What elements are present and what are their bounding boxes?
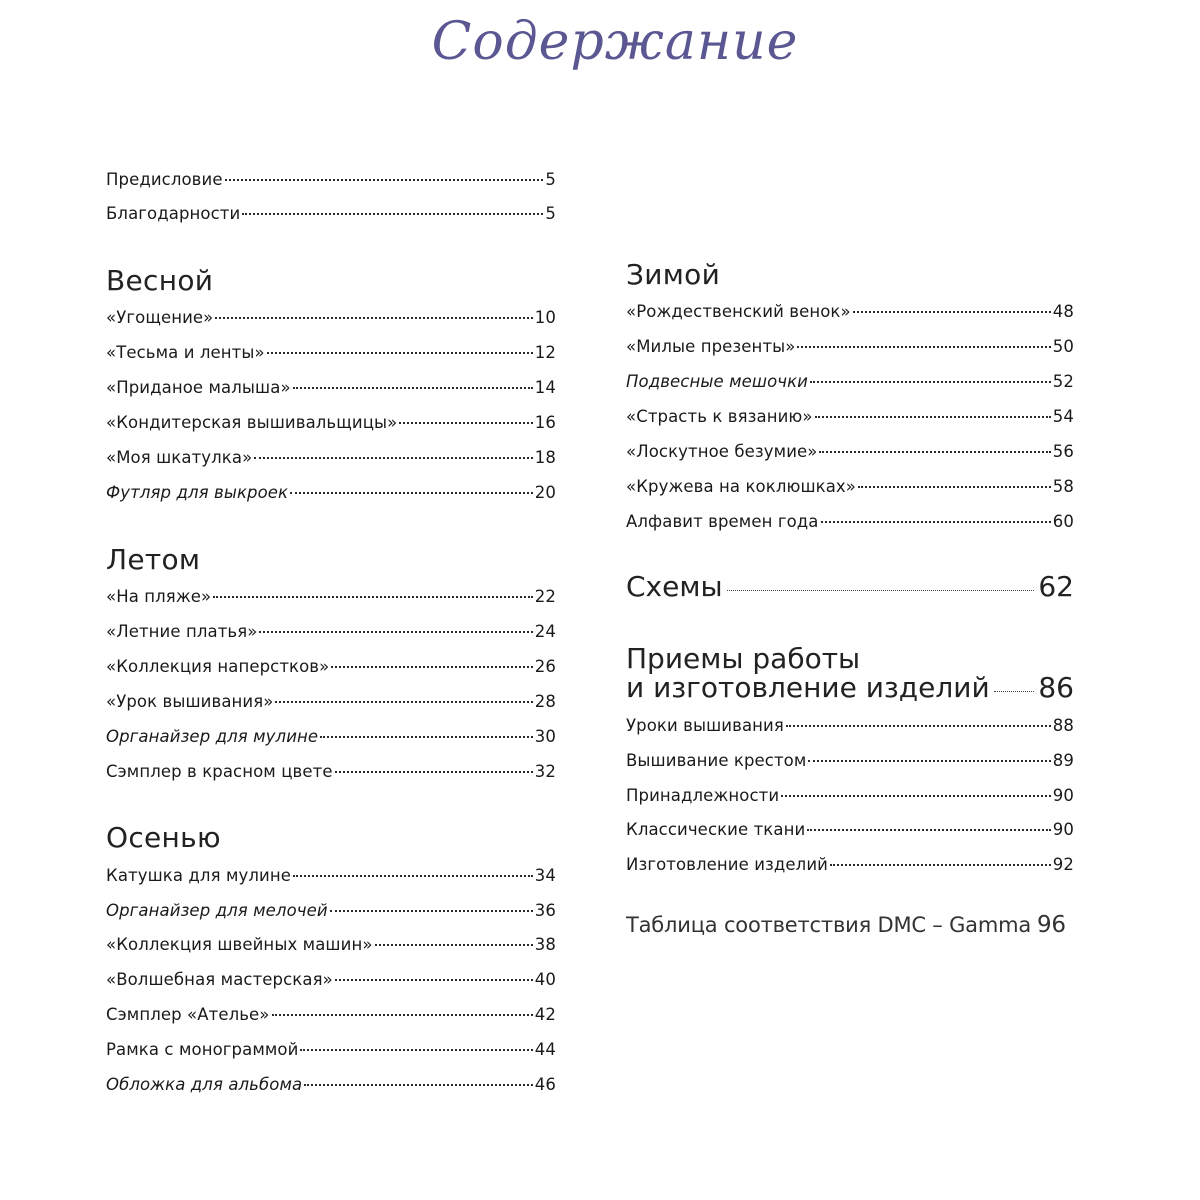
toc-entry-techniques[interactable] xyxy=(626,671,1074,704)
toc-entry-page: 88 xyxy=(1052,716,1074,735)
toc-entry-page: 20 xyxy=(534,483,556,502)
toc-entry[interactable] xyxy=(106,935,556,959)
toc-entry[interactable] xyxy=(626,442,1074,466)
toc-entry-label: Классические ткани xyxy=(626,820,806,839)
toc-entry-page: 16 xyxy=(534,413,556,432)
dot-leader xyxy=(267,352,533,354)
toc-entry-label: Подвесные мешочки xyxy=(626,372,808,391)
dot-leader xyxy=(781,795,1051,797)
toc-section-label: и изготовление изделий xyxy=(626,671,990,704)
toc-entry[interactable] xyxy=(106,1075,556,1099)
dot-leader xyxy=(819,451,1050,453)
toc-entry-page: 56 xyxy=(1052,442,1074,461)
toc-entry[interactable] xyxy=(106,727,556,751)
toc-entry-label: «На пляже» xyxy=(106,587,212,606)
dot-leader xyxy=(275,701,532,703)
toc-entry[interactable] xyxy=(626,855,1074,879)
section-heading-winter: Зимой xyxy=(626,258,721,291)
toc-entry[interactable] xyxy=(626,372,1074,396)
toc-entry-label: Изготовление изделий xyxy=(626,855,828,874)
toc-entry-label: «Приданое малыша» xyxy=(106,378,291,397)
toc-entry[interactable] xyxy=(626,477,1074,501)
toc-entry[interactable] xyxy=(106,866,556,890)
dot-leader xyxy=(300,1049,532,1051)
toc-entry-label: «Тесьма и ленты» xyxy=(106,343,265,362)
toc-entry-label: «Волшебная мастерская» xyxy=(106,970,333,989)
dot-leader xyxy=(335,771,533,773)
toc-entry-page: 40 xyxy=(534,970,556,989)
dot-leader xyxy=(727,590,1035,591)
toc-entry-label: Сэмплер в красном цвете xyxy=(106,762,333,781)
toc-entry-page: 92 xyxy=(1052,855,1074,874)
toc-entry-page: 26 xyxy=(534,657,556,676)
toc-entry-acknowledgements[interactable] xyxy=(106,204,556,228)
toc-entry-schemes[interactable] xyxy=(626,570,1074,603)
toc-section-page: 86 xyxy=(1038,671,1074,704)
toc-entry-label: «Коллекция наперстков» xyxy=(106,657,330,676)
toc-entry-page: 58 xyxy=(1052,477,1074,496)
toc-section-label: Схемы xyxy=(626,570,723,603)
toc-entry[interactable] xyxy=(106,413,556,437)
toc-entry-dmc-gamma-table[interactable] xyxy=(626,912,1064,938)
toc-section-page: 96 xyxy=(1037,912,1066,938)
toc-entry-page: 48 xyxy=(1052,302,1074,321)
toc-entry-page: 54 xyxy=(1052,407,1074,426)
toc-entry[interactable] xyxy=(106,308,556,332)
dot-leader xyxy=(254,457,533,459)
page-title: Содержание xyxy=(431,12,799,72)
dot-leader xyxy=(815,416,1051,418)
toc-entry-label: «Милые презенты» xyxy=(626,337,796,356)
toc-entry-page: 5 xyxy=(545,204,556,223)
toc-entry-label: Обложка для альбома xyxy=(106,1075,303,1094)
dot-leader xyxy=(259,631,532,633)
toc-entry-label: «Моя шкатулка» xyxy=(106,448,253,467)
toc-entry-page: 5 xyxy=(545,170,556,189)
dot-leader xyxy=(215,317,532,319)
dot-leader xyxy=(830,864,1051,866)
toc-entry[interactable] xyxy=(626,751,1074,775)
toc-entry-label: Алфавит времен года xyxy=(626,512,819,531)
dot-leader xyxy=(293,875,533,877)
toc-entry[interactable] xyxy=(106,970,556,994)
section-heading-summer: Летом xyxy=(106,543,201,576)
toc-entry-page: 14 xyxy=(534,378,556,397)
toc-entry[interactable] xyxy=(626,302,1074,326)
dot-leader xyxy=(272,1014,533,1016)
toc-entry-label: Органайзер для мелочей xyxy=(106,901,328,920)
toc-entry-page: 50 xyxy=(1052,337,1074,356)
toc-entry-label: Предисловие xyxy=(106,170,223,189)
dot-leader xyxy=(290,492,533,494)
toc-entry-label: Принадлежности xyxy=(626,786,780,805)
toc-entry-page: 34 xyxy=(534,866,556,885)
toc-entry[interactable] xyxy=(106,901,556,925)
toc-entry[interactable] xyxy=(106,1040,556,1064)
dot-leader xyxy=(330,910,533,912)
toc-entry[interactable] xyxy=(106,448,556,472)
toc-entry-page: 89 xyxy=(1052,751,1074,770)
dot-leader xyxy=(810,381,1051,383)
toc-entry-page: 36 xyxy=(534,901,556,920)
toc-entry-page: 44 xyxy=(534,1040,556,1059)
dot-leader xyxy=(853,311,1051,313)
toc-entry-label: «Рождественский венок» xyxy=(626,302,851,321)
toc-entry-page: 18 xyxy=(534,448,556,467)
toc-section-label: Таблица соответствия DMC – Gamma xyxy=(626,913,1031,937)
toc-entry-label: «Урок вышивания» xyxy=(106,692,274,711)
toc-entry-label: Уроки вышивания xyxy=(626,716,784,735)
toc-entry-page: 10 xyxy=(534,308,556,327)
toc-entry[interactable] xyxy=(106,657,556,681)
toc-entry-page: 46 xyxy=(534,1075,556,1094)
dot-leader xyxy=(807,829,1051,831)
toc-entry[interactable] xyxy=(626,337,1074,361)
toc-entry-page: 38 xyxy=(534,935,556,954)
dot-leader xyxy=(242,213,543,215)
toc-entry[interactable] xyxy=(106,692,556,716)
toc-entry-label: «Угощение» xyxy=(106,308,214,327)
toc-entry-label: Благодарности xyxy=(106,204,241,223)
toc-entry[interactable] xyxy=(106,378,556,402)
toc-entry[interactable] xyxy=(106,762,556,786)
toc-entry[interactable] xyxy=(626,407,1074,431)
dot-leader xyxy=(858,486,1051,488)
dot-leader xyxy=(293,387,533,389)
toc-entry-label: Рамка с монограммой xyxy=(106,1040,299,1059)
toc-section-page: 62 xyxy=(1038,570,1074,603)
dot-leader xyxy=(399,422,532,424)
section-heading-spring: Весной xyxy=(106,264,214,297)
dot-leader xyxy=(375,944,533,946)
toc-entry-page: 42 xyxy=(534,1005,556,1024)
toc-entry-label: «Коллекция швейных машин» xyxy=(106,935,373,954)
dot-leader xyxy=(786,725,1051,727)
dot-leader xyxy=(797,346,1050,348)
toc-entry-label: Органайзер для мулине xyxy=(106,727,319,746)
dot-leader xyxy=(304,1084,533,1086)
toc-entry[interactable] xyxy=(106,1005,556,1029)
toc-entry-page: 90 xyxy=(1052,820,1074,839)
toc-entry-label: «Летние платья» xyxy=(106,622,258,641)
toc-entry-label: «Кондитерская вышивальщицы» xyxy=(106,413,398,432)
dot-leader xyxy=(335,979,533,981)
section-heading-autumn: Осенью xyxy=(106,821,221,854)
toc-entry-page: 52 xyxy=(1052,372,1074,391)
dot-leader xyxy=(994,691,1035,692)
toc-entry[interactable] xyxy=(106,343,556,367)
toc-entry-preface[interactable] xyxy=(106,170,556,194)
toc-entry[interactable] xyxy=(106,587,556,611)
toc-entry-label: «Кружева на коклюшках» xyxy=(626,477,856,496)
section-heading-techniques: Приемы работы xyxy=(626,642,861,675)
toc-entry-page: 24 xyxy=(534,622,556,641)
dot-leader xyxy=(331,666,532,668)
toc-entry[interactable] xyxy=(626,786,1074,810)
toc-entry-label: Катушка для мулине xyxy=(106,866,291,885)
toc-entry-page: 32 xyxy=(534,762,556,781)
dot-leader xyxy=(808,760,1050,762)
toc-entry-label: Вышивание крестом xyxy=(626,751,807,770)
dot-leader xyxy=(213,596,533,598)
toc-entry-label: Футляр для выкроек xyxy=(106,483,289,502)
toc-entry-page: 28 xyxy=(534,692,556,711)
toc-entry[interactable] xyxy=(626,512,1074,536)
toc-entry[interactable] xyxy=(106,483,556,507)
toc-entry-page: 12 xyxy=(534,343,556,362)
dot-leader xyxy=(225,179,544,181)
toc-entry-label: Сэмплер «Ателье» xyxy=(106,1005,270,1024)
toc-entry-page: 22 xyxy=(534,587,556,606)
toc-entry[interactable] xyxy=(106,622,556,646)
toc-entry[interactable] xyxy=(626,716,1074,740)
toc-entry-page: 90 xyxy=(1052,786,1074,805)
toc-entry-label: «Страсть к вязанию» xyxy=(626,407,813,426)
dot-leader xyxy=(821,521,1051,523)
dot-leader xyxy=(320,736,533,738)
toc-entry-page: 30 xyxy=(534,727,556,746)
toc-entry[interactable] xyxy=(626,820,1074,844)
toc-entry-label: «Лоскутное безумие» xyxy=(626,442,818,461)
toc-entry-page: 60 xyxy=(1052,512,1074,531)
